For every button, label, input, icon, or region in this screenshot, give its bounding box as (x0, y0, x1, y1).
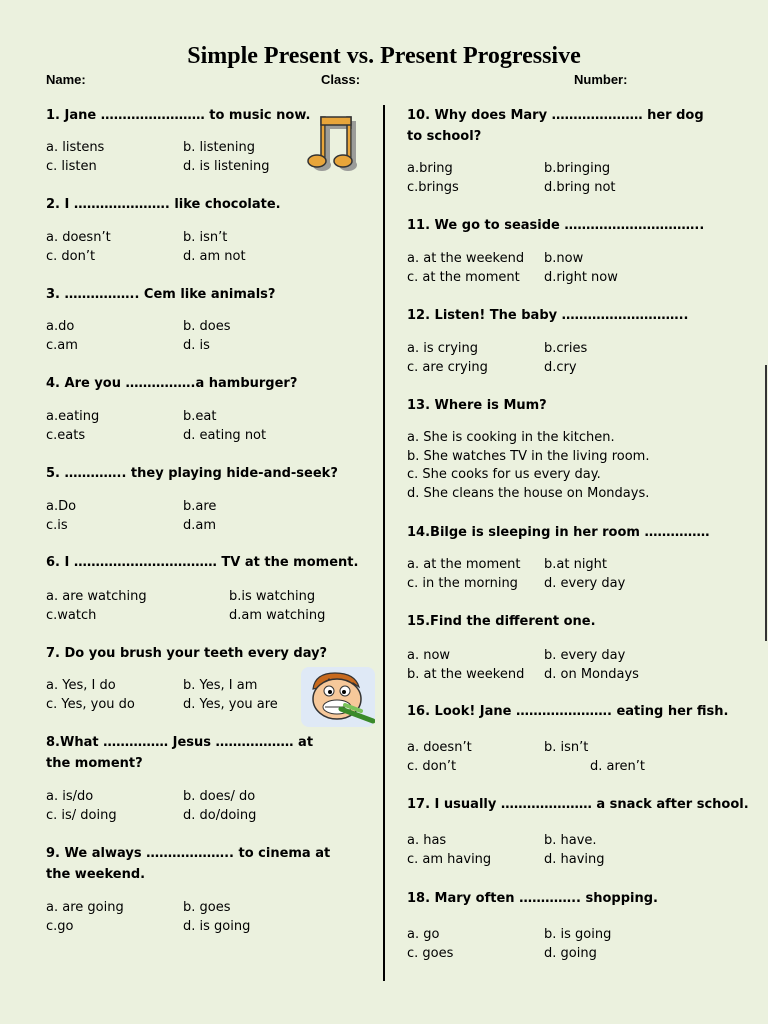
question-9: 9. We always ……………….. to cinema at the weekend. (46, 846, 331, 882)
q13-option-d[interactable]: d. She cleans the house on Mondays. (407, 485, 650, 501)
q18-options-left (407, 926, 453, 963)
q15-options-left (407, 647, 524, 684)
q16-option-d[interactable]: d. aren’t (590, 758, 646, 774)
question-7: 7. Do you brush your teeth every day? (46, 646, 328, 661)
column-divider (383, 105, 385, 981)
class-label: Class: (321, 72, 361, 87)
q4-options-right (183, 408, 266, 445)
q2-option-d[interactable]: d. am not (183, 248, 246, 264)
q1-option-c[interactable]: c. listen (46, 158, 97, 174)
question-5: 5. ………….. they playing hide-and-seek? (46, 466, 338, 481)
q8-option-c[interactable]: c. is/ doing (46, 807, 117, 823)
boy-brushing-teeth-icon (301, 667, 375, 727)
q16-option-b-wrap (544, 739, 588, 758)
question-6: 6. I …………………………… TV at the moment. (46, 555, 359, 570)
q6-options-right (229, 588, 325, 625)
q14-option-a[interactable]: a. at the moment (407, 557, 521, 572)
q8-option-d[interactable]: d. do/doing (183, 807, 257, 823)
q3-option-a[interactable]: a.do (46, 319, 75, 334)
q4-option-a[interactable]: a.eating (46, 409, 100, 424)
q10-option-c[interactable]: c.brings (407, 179, 459, 195)
q12-option-a[interactable]: a. is crying (407, 341, 479, 356)
q17-option-c[interactable]: c. am having (407, 851, 492, 867)
q12-option-c[interactable]: c. are crying (407, 359, 488, 375)
q13-option-a[interactable]: a. She is cooking in the kitchen. (407, 430, 615, 445)
q11-option-d[interactable]: d.right now (544, 269, 618, 285)
q17-options-left (407, 832, 491, 869)
question-11: 11. We go to seaside ………………………….. (407, 218, 705, 233)
q6-option-d[interactable]: d.am watching (229, 607, 326, 623)
q5-options-left (46, 498, 76, 535)
q16-option-c[interactable]: c. don’t (407, 758, 457, 774)
question-17: 17. I usually ………………… a snack after school. (407, 797, 749, 812)
q11-option-c[interactable]: c. at the moment (407, 269, 520, 285)
q4-option-c[interactable]: c.eats (46, 427, 86, 443)
q5-option-c[interactable]: c.is (46, 517, 68, 533)
q9-options-left (46, 899, 124, 936)
q4-options-left (46, 408, 99, 445)
music-notes-icon (307, 113, 367, 177)
q7-options-left (46, 677, 135, 714)
q15-option-a[interactable]: a. now (407, 648, 451, 663)
q3-option-b[interactable]: b. does (183, 319, 231, 334)
q10-option-a[interactable]: a.bring (407, 161, 453, 176)
q10-option-b[interactable]: b.bringing (544, 161, 611, 176)
q4-option-b[interactable]: b.eat (183, 409, 217, 424)
question-13: 13. Where is Mum? (407, 398, 547, 413)
q9-option-b[interactable]: b. goes (183, 900, 231, 915)
q6-option-b[interactable]: b.is watching (229, 589, 316, 604)
q5-options-right (183, 498, 216, 535)
q5-option-b[interactable]: b.are (183, 499, 217, 514)
q9-option-c[interactable]: c.go (46, 918, 74, 934)
question-1: 1. Jane …………………… to music now. (46, 108, 311, 123)
q2-option-a[interactable]: a. doesn’t (46, 230, 111, 245)
q1-option-d[interactable]: d. is listening (183, 158, 270, 174)
question-16: 16. Look! Jane …………………. eating her fish. (407, 704, 729, 719)
question-18: 18. Mary often ………….. shopping. (407, 891, 658, 906)
q1-options-left (46, 139, 104, 176)
q7-option-d[interactable]: d. Yes, you are (183, 696, 278, 712)
q15-option-b2[interactable]: b. at the weekend (407, 666, 525, 682)
q12-option-d[interactable]: d.cry (544, 359, 577, 375)
q5-option-d[interactable]: d.am (183, 517, 217, 533)
q14-options-right (544, 556, 625, 593)
q14-option-b[interactable]: b.at night (544, 557, 608, 572)
q1-option-a[interactable]: a. listens (46, 140, 105, 155)
q17-option-d[interactable]: d. having (544, 851, 605, 867)
page-title: Simple Present vs. Present Progressive (187, 43, 581, 69)
q13-options (407, 429, 649, 503)
q11-option-a[interactable]: a. at the weekend (407, 251, 525, 266)
q2-options-left (46, 229, 111, 266)
q8-option-a[interactable]: a. is/do (46, 789, 94, 804)
q9-option-a[interactable]: a. are going (46, 900, 124, 915)
q14-option-c[interactable]: c. in the morning (407, 575, 518, 591)
q17-options-right (544, 832, 605, 869)
question-4: 4. Are you …………….a hamburger? (46, 376, 298, 391)
q14-options-left (407, 556, 521, 593)
q12-options-left (407, 340, 488, 377)
question-14: 14.Bilge is sleeping in her room …………… (407, 525, 710, 540)
q7-option-a[interactable]: a. Yes, I do (46, 678, 116, 693)
q7-option-b[interactable]: b. Yes, I am (183, 678, 258, 693)
q10-options-left (407, 160, 459, 197)
q9-options-right (183, 899, 250, 936)
q4-option-d[interactable]: d. eating not (183, 427, 267, 443)
q14-option-d[interactable]: d. every day (544, 575, 626, 591)
q1-options-right (183, 139, 269, 176)
q8-options-left (46, 788, 117, 825)
q12-option-b[interactable]: b.cries (544, 341, 588, 356)
q16-option-b[interactable]: b. isn’t (544, 740, 589, 755)
q2-option-c[interactable]: c. don’t (46, 248, 96, 264)
q16-option-a[interactable]: a. doesn’t (407, 740, 472, 755)
q11-options-right (544, 250, 618, 287)
q13-option-b[interactable]: b. She watches TV in the living room. (407, 448, 650, 464)
q16-option-d-wrap (590, 758, 645, 777)
q3-options-right (183, 318, 231, 355)
q2-option-b[interactable]: b. isn’t (183, 230, 228, 245)
q17-option-b[interactable]: b. have. (544, 833, 597, 848)
question-2: 2. I …………………. like chocolate. (46, 197, 281, 212)
q10-option-d[interactable]: d.bring not (544, 179, 616, 195)
q8-option-b[interactable]: b. does/ do (183, 789, 256, 804)
q18-option-a[interactable]: a. go (407, 927, 440, 942)
q11-option-b[interactable]: b.now (544, 251, 584, 266)
q3-option-c[interactable]: c.am (46, 337, 78, 353)
q15-option-b[interactable]: b. every day (544, 648, 626, 663)
q8-options-right (183, 788, 256, 825)
question-3: 3. …………….. Cem like animals? (46, 287, 276, 302)
question-15: 15.Find the different one. (407, 614, 596, 629)
q7-option-c[interactable]: c. Yes, you do (46, 696, 135, 712)
q18-option-b[interactable]: b. is going (544, 927, 612, 942)
q18-option-c[interactable]: c. goes (407, 945, 454, 961)
q6-option-c[interactable]: c.watch (46, 607, 97, 623)
q6-options-left (46, 588, 147, 625)
name-label: Name: (46, 72, 86, 87)
question-12: 12. Listen! The baby ……………………….. (407, 308, 689, 323)
q16-options-left (407, 739, 472, 776)
q3-options-left (46, 318, 78, 355)
q15-options-right (544, 647, 639, 684)
q17-option-a[interactable]: a. has (407, 833, 447, 848)
q7-options-right (183, 677, 278, 714)
q18-option-d[interactable]: d. going (544, 945, 597, 961)
q11-options-left (407, 250, 524, 287)
q12-options-right (544, 340, 587, 377)
q18-options-right (544, 926, 611, 963)
number-label: Number: (574, 72, 628, 87)
q1-option-b[interactable]: b. listening (183, 140, 255, 155)
q15-option-d[interactable]: d. on Mondays (544, 666, 639, 682)
edge-line (765, 365, 767, 641)
question-8: 8.What …………… Jesus ……………… at the moment? (46, 735, 314, 771)
q5-option-a[interactable]: a.Do (46, 499, 77, 514)
q13-option-c[interactable]: c. She cooks for us every day. (407, 467, 601, 482)
q10-options-right (544, 160, 616, 197)
q3-option-d[interactable]: d. is (183, 337, 210, 353)
q6-option-a[interactable]: a. are watching (46, 589, 147, 604)
q9-option-d[interactable]: d. is going (183, 918, 251, 934)
question-10: 10. Why does Mary ………………… her dog to school? (407, 108, 704, 144)
q2-options-right (183, 229, 246, 266)
